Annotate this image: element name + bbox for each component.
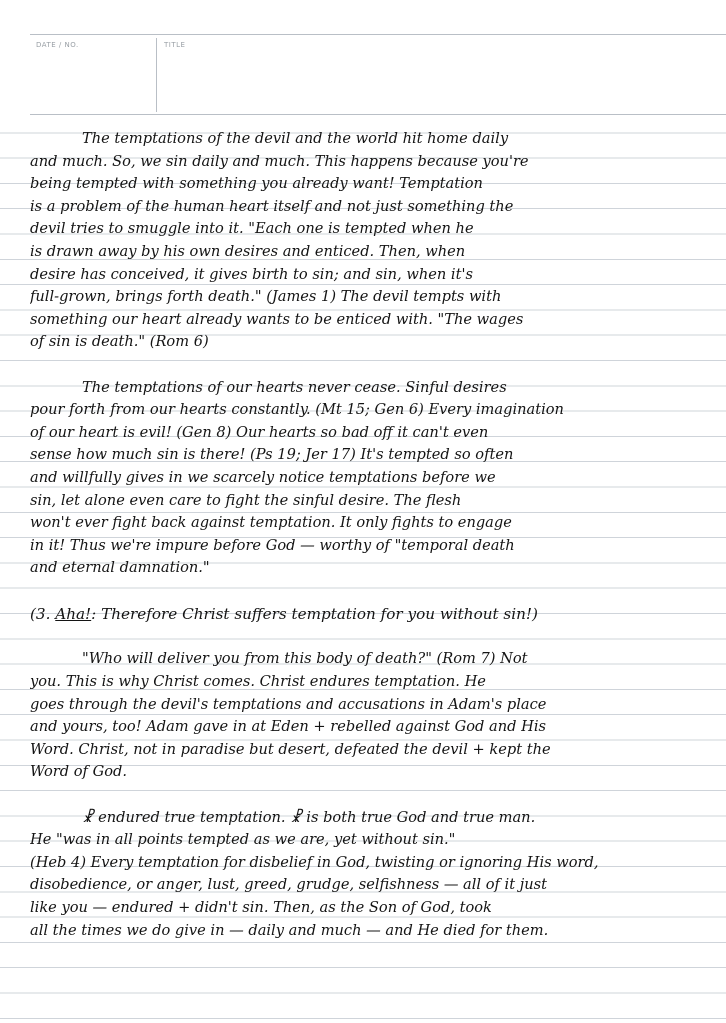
text-line: The temptations of our hearts never cease. Sinful desires bbox=[82, 378, 507, 396]
text-line: "Who will deliver you from this body of death?" (Rom 7) Not bbox=[82, 650, 528, 668]
section-number: (3. bbox=[30, 605, 51, 624]
paragraph-gap bbox=[30, 354, 726, 377]
text-line: ☧ endured true temptation. ☧ is both true God and true man. bbox=[82, 808, 536, 826]
paragraph-gap bbox=[30, 580, 726, 603]
paragraph-who-will-deliver bbox=[30, 648, 726, 784]
text-line: Word of God. bbox=[30, 763, 128, 781]
section-heading-aha bbox=[30, 602, 726, 626]
page-header bbox=[0, 0, 726, 115]
text-line: and much. So, we sin daily and much. This happens because you're bbox=[30, 152, 529, 170]
text-line: devil tries to smuggle into it. "Each one is tempted when he bbox=[30, 220, 474, 238]
title-label: TITLE bbox=[164, 41, 186, 49]
text-line: full-grown, brings forth death." (James 1) The devil tempts with bbox=[30, 288, 502, 306]
paragraph-gap bbox=[30, 784, 726, 807]
paragraph-temptations-devil-world bbox=[30, 128, 726, 354]
date-label: DATE / NO. bbox=[36, 41, 79, 49]
text-line: and eternal damnation." bbox=[30, 559, 210, 577]
handwritten-notes bbox=[30, 128, 726, 942]
text-line: The temptations of the devil and the world hit home daily bbox=[82, 130, 509, 147]
text-line: of sin is death." (Rom 6) bbox=[30, 333, 209, 351]
text-line: desire has conceived, it gives birth to sin; and sin, when it's bbox=[30, 265, 473, 283]
paragraph-gap bbox=[30, 626, 726, 648]
header-top-rule bbox=[30, 34, 726, 35]
aha-underlined: Aha! bbox=[55, 605, 92, 624]
paragraph-hearts-never-cease bbox=[30, 377, 726, 580]
text-line: you. This is why Christ comes. Christ endures temptation. He bbox=[30, 673, 486, 691]
text-line: won't ever fight back against temptation. It only fights to engage bbox=[30, 514, 512, 532]
text-line: (Heb 4) Every temptation for disbelief in God, twisting or ignoring His word, bbox=[30, 853, 599, 871]
text-line: disobedience, or anger, lust, greed, grudge, selfishness — all of it just bbox=[30, 876, 548, 894]
text-line: being tempted with something you already want! Temptation bbox=[30, 175, 483, 193]
text-line: is drawn away by his own desires and enticed. Then, when bbox=[30, 242, 466, 260]
header-divider bbox=[156, 38, 157, 112]
text-line: and yours, too! Adam gave in at Eden + rebelled against God and His bbox=[30, 718, 546, 736]
text-line: all the times we do give in — daily and much — and He died for them. bbox=[30, 921, 549, 939]
text-line: something our heart already wants to be enticed with. "The wages bbox=[30, 310, 524, 328]
text-line: of our heart is evil! (Gen 8) Our hearts so bad off it can't even bbox=[30, 423, 489, 441]
text-line: and willfully gives in we scarcely notice temptations before we bbox=[30, 468, 496, 486]
text-line: in it! Thus we're impure before God — worthy of "temporal death bbox=[30, 536, 515, 554]
text-line: He "was in all points tempted as we are, yet without sin." bbox=[30, 831, 456, 849]
text-line: pour forth from our hearts constantly. (Mt 15; Gen 6) Every imagination bbox=[30, 401, 564, 419]
text-line: like you — endured + didn't sin. Then, as the Son of God, took bbox=[30, 899, 492, 916]
text-line: sense how much sin is there! (Ps 19; Jer 17) It's tempted so often bbox=[30, 446, 514, 464]
text-line: sin, let alone even care to fight the sinful desire. The flesh bbox=[30, 491, 462, 509]
text-line: Word. Christ, not in paradise but desert, defeated the devil + kept the bbox=[30, 740, 551, 758]
paragraph-christ-endured bbox=[30, 807, 726, 943]
header-bottom-rule bbox=[30, 114, 726, 115]
section-heading-text: : Therefore Christ suffers temptation for you without sin!) bbox=[91, 605, 538, 624]
text-line: goes through the devil's temptations and accusations in Adam's place bbox=[30, 695, 547, 713]
text-line: is a problem of the human heart itself and not just something the bbox=[30, 197, 514, 215]
